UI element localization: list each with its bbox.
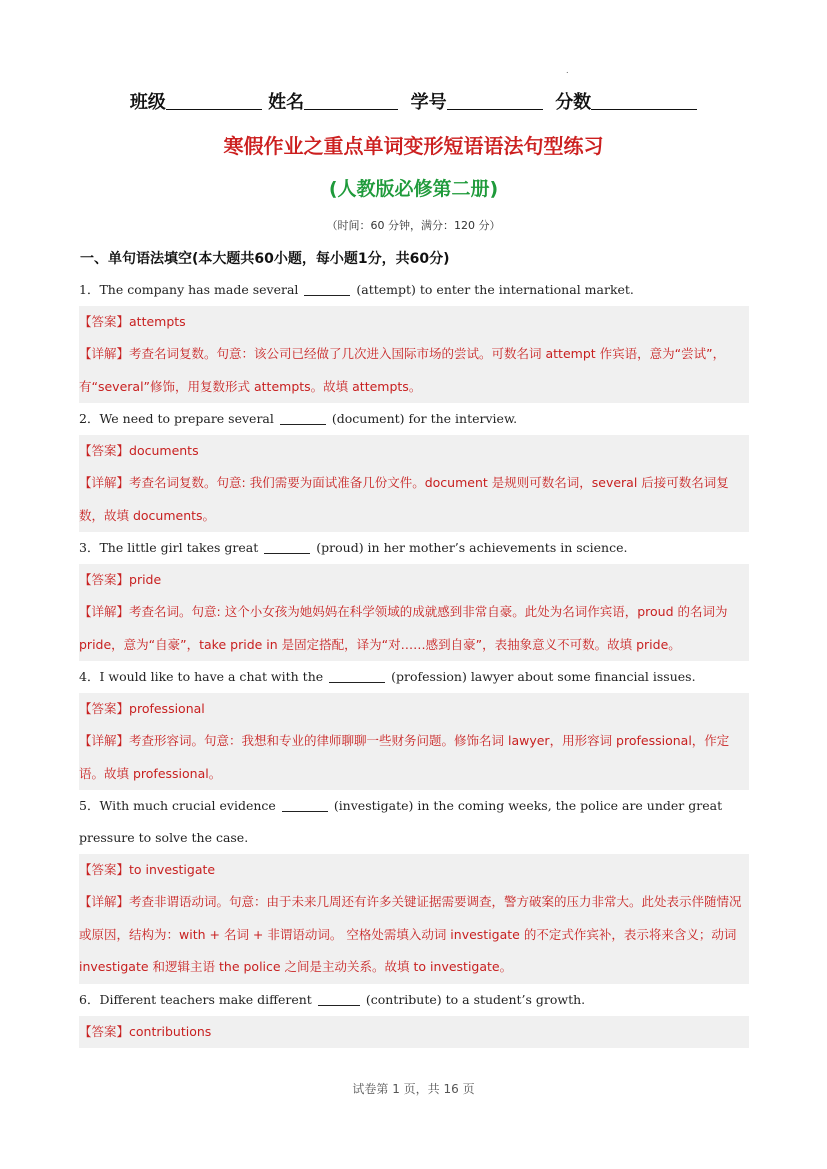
answer-3: 【答案】pride	[79, 564, 749, 596]
question-list	[79, 274, 749, 1048]
score-label: 分数	[555, 92, 592, 113]
page-dot: .	[566, 66, 569, 75]
answer-4: 【答案】professional	[79, 693, 749, 725]
answer-6: 【答案】contributions	[79, 1016, 749, 1048]
detail-1: 【详解】考查名词复数。句意：该公司已经做了几次进入国际市场的尝试。可数名词 attempt 作宾语，意为“尝试”，有“several”修饰，用复数形式 attempts。故填 attempts。	[79, 338, 749, 403]
question-2: 2．We need to prepare several (document) for the interview.	[79, 411, 518, 426]
answer-blank	[282, 797, 328, 812]
answer-blank	[264, 539, 310, 554]
detail-5: 【详解】考查非谓语动词。句意：由于未来几周还有许多关键证据需要调查，警方破案的压力非常大。此处表示伴随情况或原因，结构为：with + 名词 + 非谓语动词。 空格处需填入动词 investigate 的不定式作宾补，表示将来含义；动词 investigate 和逻辑主语 the police 之间是主动关系。故填 to investigate。	[79, 886, 749, 984]
name-blank	[304, 91, 398, 110]
student-id-label: 学号	[410, 92, 447, 113]
name-label: 姓名	[268, 92, 305, 113]
question-5: 5．With much crucial evidence (investigate) in the coming weeks, the police are under great pressure to solve the case.	[79, 798, 723, 845]
student-id-blank	[447, 91, 543, 110]
detail-4: 【详解】考查形容词。句意：我想和专业的律师聊聊一些财务问题。修饰名词 lawyer，用形容词 professional，作定语。故填 professional。	[79, 725, 749, 790]
score-blank	[591, 91, 697, 110]
question-4: 4．I would like to have a chat with the (profession) lawyer about some financial issues.	[79, 669, 696, 684]
class-blank	[166, 91, 262, 110]
answer-5: 【答案】to investigate	[79, 854, 749, 886]
time-info: （时间：60 分钟，满分：120 分）	[326, 219, 501, 232]
class-label: 班级	[129, 92, 166, 113]
question-3: 3．The little girl takes great (proud) in her mother’s achievements in science.	[79, 540, 628, 555]
page-footer: 试卷第 1 页，共 16 页	[352, 1082, 475, 1096]
detail-3: 【详解】考查名词。句意: 这个小女孩为她妈妈在科学领域的成就感到非常自豪。此处为名词作宾语，proud 的名词为 pride，意为“自豪”，take pride in 是固定搭配，译为“对……感到自豪”，表抽象意义不可数。故填 pride。	[79, 596, 749, 661]
answer-1: 【答案】attempts	[79, 306, 749, 338]
answer-blank	[280, 410, 326, 425]
student-info-line	[0, 88, 827, 114]
page-title: 寒假作业之重点单词变形短语语法句型练习	[223, 134, 604, 158]
answer-2: 【答案】documents	[79, 435, 749, 467]
answer-blank	[329, 668, 385, 683]
detail-2: 【详解】考查名词复数。句意: 我们需要为面试准备几份文件。document 是规则可数名词，several 后接可数名词复数，故填 documents。	[79, 467, 749, 532]
question-6: 6．Different teachers make different (contribute) to a student’s growth.	[79, 991, 586, 1007]
answer-blank	[304, 281, 350, 296]
question-1: 1．The company has made several (attempt) to enter the international market.	[79, 282, 634, 297]
page-subtitle: (人教版必修第二册)	[328, 178, 499, 200]
answer-blank	[318, 991, 360, 1006]
section-title: 一、单句语法填空(本大题共60小题，每小题1分，共60分)	[80, 251, 450, 267]
